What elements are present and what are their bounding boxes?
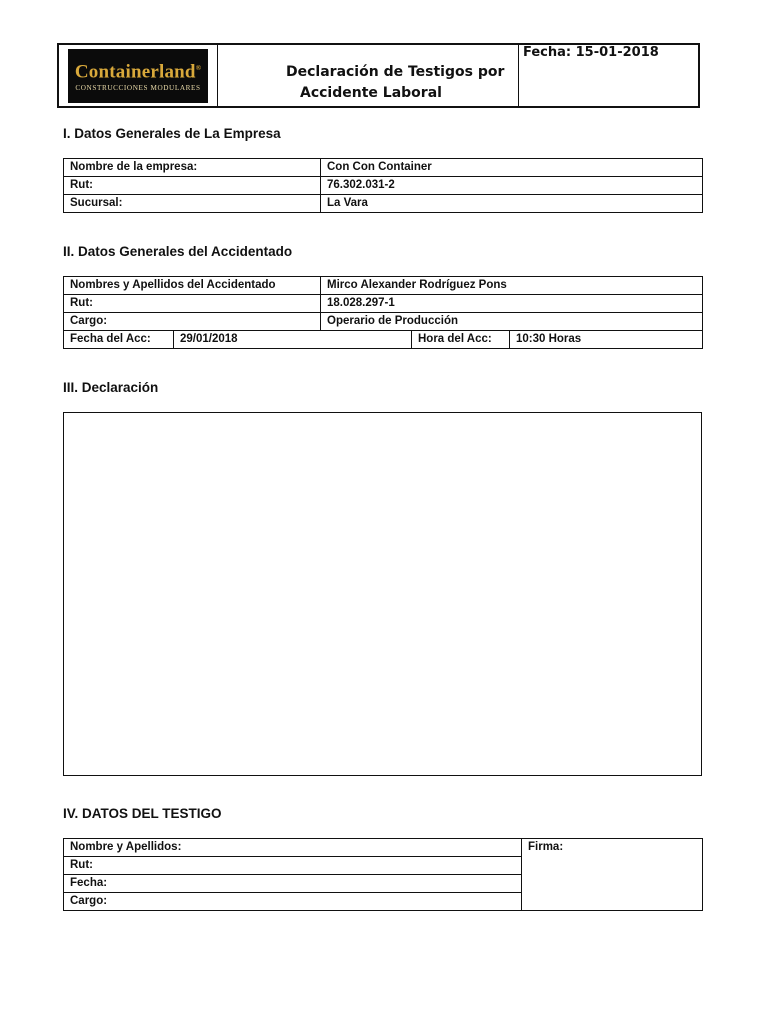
logo-name: Containerland [74,61,196,83]
injured-data-table [63,276,703,349]
document-title [218,45,519,106]
logo-cell [59,45,218,106]
injured-rut-label: Rut: [64,295,321,313]
injured-position-value: Operario de Producción [321,313,703,331]
injured-rut-value: 18.028.297-1 [321,295,703,313]
section-1-title: I. Datos Generales de La Empresa [63,126,281,141]
company-data-table [63,158,703,213]
accident-time-label: Hora del Acc: [412,331,510,349]
witness-date-label: Fecha: [64,875,522,893]
injured-position-label: Cargo: [64,313,321,331]
branch-label: Sucursal: [64,195,321,213]
company-rut-value: 76.302.031-2 [321,177,703,195]
injured-name-value: Mirco Alexander Rodríguez Pons [321,277,703,295]
company-rut-label: Rut: [64,177,321,195]
signature-cell[interactable] [522,839,703,911]
logo-registered-mark: ® [195,64,202,73]
table-row [64,159,703,177]
table-row [64,839,703,857]
table-row [64,295,703,313]
document-date: Fecha: 15-01-2018 [523,45,659,60]
logo-subtitle: CONSTRUCCIONES MODULARES [75,83,201,92]
witness-rut-label: Rut: [64,857,522,875]
witness-position-label: Cargo: [64,893,522,911]
section-3-title: III. Declaración [63,380,159,395]
section-4-title: IV. DATOS DEL TESTIGO [63,806,222,821]
document-header [57,43,700,108]
branch-value: La Vara [321,195,703,213]
accident-date-value: 29/01/2018 [174,331,412,349]
company-name-value: Con Con Container [321,159,703,177]
table-row [64,313,703,331]
company-logo [68,49,208,103]
declaration-box[interactable] [63,412,702,776]
signature-label: Firma: [528,841,564,853]
injured-name-label: Nombres y Apellidos del Accidentado [64,277,321,295]
table-row [64,195,703,213]
witness-name-label: Nombre y Apellidos: [64,839,522,857]
witness-data-table [63,838,703,911]
table-row [64,177,703,195]
accident-date-label: Fecha del Acc: [64,331,174,349]
title-line-1: Declaración de Testigos por [286,64,505,80]
table-row [64,331,703,349]
title-line-2: Accidente Laboral [300,85,442,101]
table-row [64,277,703,295]
section-2-title: II. Datos Generales del Accidentado [63,244,293,259]
document-date-cell [519,45,698,106]
company-name-label: Nombre de la empresa: [64,159,321,177]
accident-time-value: 10:30 Horas [510,331,703,349]
